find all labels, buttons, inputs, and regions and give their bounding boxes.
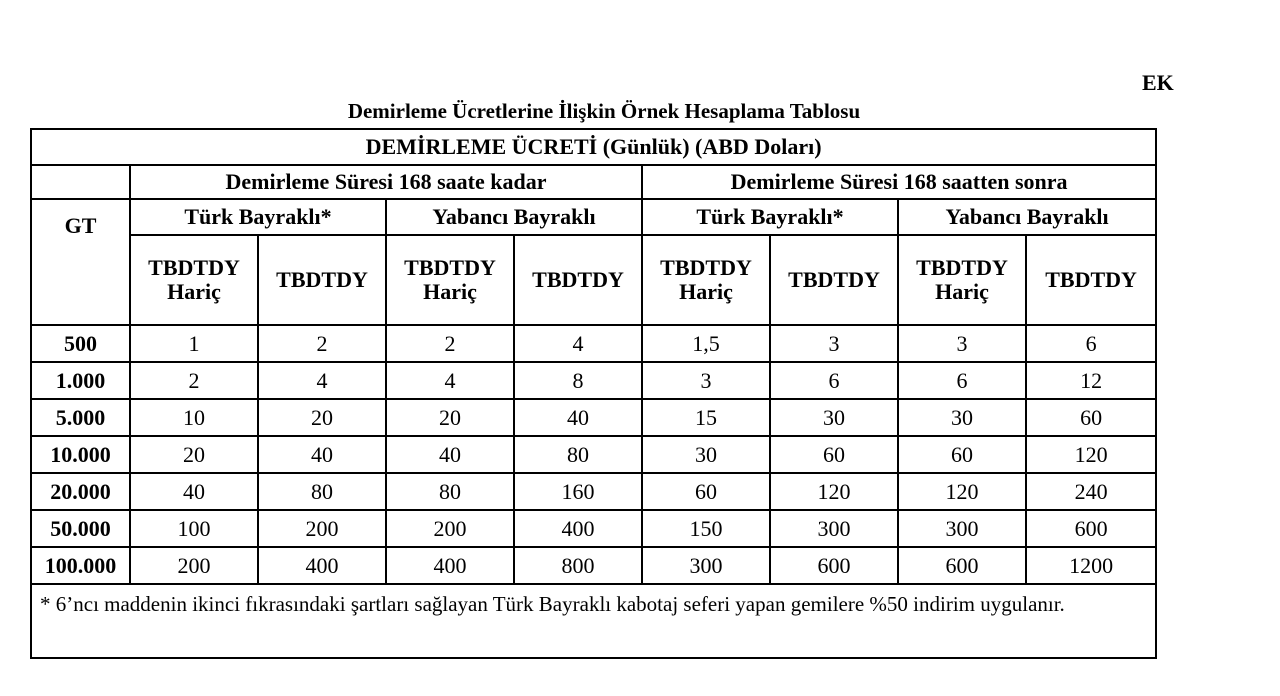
fee-value-cell: 2 (130, 362, 258, 399)
fee-value-cell: 120 (770, 473, 898, 510)
gt-value-cell: 500 (31, 325, 130, 362)
flag-header-turkish-2: Türk Bayraklı* (642, 199, 898, 235)
fee-value-cell: 3 (898, 325, 1026, 362)
flag-header-turkish-1: Türk Bayraklı* (130, 199, 386, 235)
fee-value-cell: 6 (898, 362, 1026, 399)
fee-value-cell: 150 (642, 510, 770, 547)
fee-value-cell: 3 (770, 325, 898, 362)
fee-value-cell: 12 (1026, 362, 1156, 399)
duration-header-after-168: Demirleme Süresi 168 saatten sonra (642, 165, 1156, 199)
fee-value-cell: 40 (130, 473, 258, 510)
flag-header-row (31, 199, 1156, 235)
sub-header-cell-1: TBDTDY Hariç (130, 235, 258, 325)
sub-header-cell-6: TBDTDY (770, 235, 898, 325)
fee-value-cell: 1,5 (642, 325, 770, 362)
fee-value-cell: 8 (514, 362, 642, 399)
sub-header-cell-7: TBDTDY Hariç (898, 235, 1026, 325)
table-row (31, 362, 1156, 399)
fee-value-cell: 20 (258, 399, 386, 436)
fee-value-cell: 3 (642, 362, 770, 399)
fee-value-cell: 30 (770, 399, 898, 436)
fee-value-cell: 200 (386, 510, 514, 547)
anchorage-fee-table (30, 128, 1157, 659)
fee-value-cell: 2 (258, 325, 386, 362)
fee-value-cell: 400 (386, 547, 514, 584)
footnote-row (31, 584, 1156, 658)
fee-value-cell: 1200 (1026, 547, 1156, 584)
fee-value-cell: 20 (130, 436, 258, 473)
gt-value-cell: 100.000 (31, 547, 130, 584)
main-header-cell: DEMİRLEME ÜCRETİ (Günlük) (ABD Doları) (31, 129, 1156, 165)
fee-value-cell: 4 (386, 362, 514, 399)
fee-value-cell: 15 (642, 399, 770, 436)
sub-header-cell-3: TBDTDY Hariç (386, 235, 514, 325)
sub-header-cell-4: TBDTDY (514, 235, 642, 325)
fee-value-cell: 600 (1026, 510, 1156, 547)
fee-value-cell: 60 (642, 473, 770, 510)
sub-header-cell-2: TBDTDY (258, 235, 386, 325)
fee-value-cell: 240 (1026, 473, 1156, 510)
fee-value-cell: 20 (386, 399, 514, 436)
annex-label: EK (1142, 70, 1174, 95)
fee-value-cell: 600 (770, 547, 898, 584)
document-title: Demirleme Ücretlerine İlişkin Örnek Hesaplama Tablosu (347, 99, 861, 123)
duration-header-row (31, 165, 1156, 199)
fee-value-cell: 60 (770, 436, 898, 473)
fee-value-cell: 200 (130, 547, 258, 584)
flag-header-foreign-2: Yabancı Bayraklı (898, 199, 1156, 235)
footnote-section (31, 584, 1156, 658)
gt-value-cell: 10.000 (31, 436, 130, 473)
fee-value-cell: 6 (770, 362, 898, 399)
gt-value-cell: 5.000 (31, 399, 130, 436)
fee-value-cell: 800 (514, 547, 642, 584)
fee-value-cell: 120 (1026, 436, 1156, 473)
gt-value-cell: 50.000 (31, 510, 130, 547)
sub-header-row (31, 235, 1156, 325)
main-header-row (31, 129, 1156, 165)
fee-table-body (31, 129, 1156, 325)
fee-value-cell: 10 (130, 399, 258, 436)
flag-header-foreign-1: Yabancı Bayraklı (386, 199, 642, 235)
blank-corner-cell (31, 165, 130, 199)
sub-header-cell-5: TBDTDY Hariç (642, 235, 770, 325)
fee-value-cell: 80 (386, 473, 514, 510)
fee-value-cell: 1 (130, 325, 258, 362)
fee-data-rows (31, 325, 1156, 584)
fee-value-cell: 80 (258, 473, 386, 510)
fee-value-cell: 300 (642, 547, 770, 584)
fee-value-cell: 40 (386, 436, 514, 473)
fee-value-cell: 6 (1026, 325, 1156, 362)
table-row (31, 547, 1156, 584)
fee-value-cell: 100 (130, 510, 258, 547)
gt-value-cell: 20.000 (31, 473, 130, 510)
fee-value-cell: 80 (514, 436, 642, 473)
fee-value-cell: 40 (258, 436, 386, 473)
fee-value-cell: 30 (642, 436, 770, 473)
fee-value-cell: 600 (898, 547, 1026, 584)
gt-header-cell: GT (31, 199, 130, 325)
table-row (31, 325, 1156, 362)
table-row (31, 510, 1156, 547)
fee-value-cell: 60 (1026, 399, 1156, 436)
footnote-cell: * 6’ncı maddenin ikinci fıkrasındaki şartları sağlayan Türk Bayraklı kabotaj seferi yapan gemilere %50 indirim uygulanır. (31, 584, 1156, 658)
fee-value-cell: 400 (514, 510, 642, 547)
duration-header-until-168: Demirleme Süresi 168 saate kadar (130, 165, 642, 199)
sub-header-cell-8: TBDTDY (1026, 235, 1156, 325)
fee-value-cell: 300 (898, 510, 1026, 547)
table-row (31, 436, 1156, 473)
fee-value-cell: 40 (514, 399, 642, 436)
fee-value-cell: 400 (258, 547, 386, 584)
gt-value-cell: 1.000 (31, 362, 130, 399)
fee-value-cell: 300 (770, 510, 898, 547)
fee-value-cell: 2 (386, 325, 514, 362)
fee-value-cell: 160 (514, 473, 642, 510)
fee-value-cell: 4 (258, 362, 386, 399)
fee-value-cell: 120 (898, 473, 1026, 510)
table-row (31, 473, 1156, 510)
fee-value-cell: 200 (258, 510, 386, 547)
fee-value-cell: 30 (898, 399, 1026, 436)
fee-value-cell: 60 (898, 436, 1026, 473)
table-row (31, 399, 1156, 436)
fee-value-cell: 4 (514, 325, 642, 362)
